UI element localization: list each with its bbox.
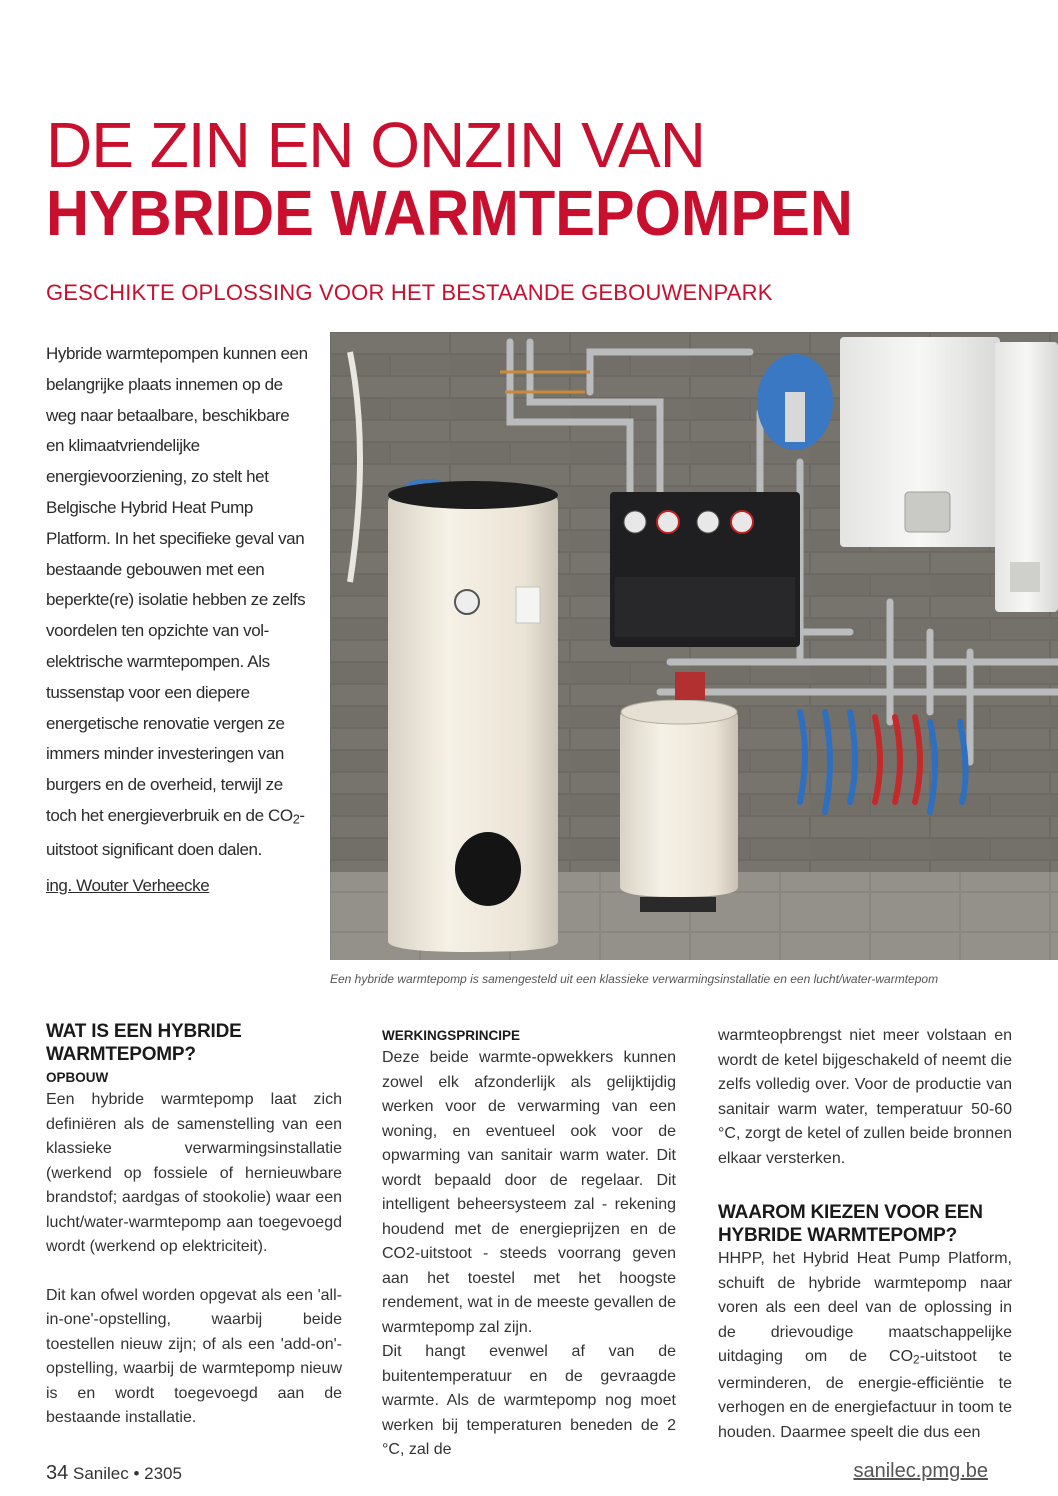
page-number: 34 [46, 1462, 69, 1484]
col3-paragraph-2-end: -uitstoot te verminderen, de energie-efficiëntie te verhogen en de energiefactuur in toom te houden. Daarmee speelt die dus een [718, 1348, 1012, 1441]
magazine-issue: Sanilec • 2305 [72, 1464, 182, 1483]
section-heading-what-is: WAT IS EEN HYBRIDE WARMTEPOMP? [46, 1021, 242, 1065]
column-3 [718, 1024, 1012, 1445]
intro-text-main: Hybride warmtepompen kunnen een belangrijke plaats innemen op de weg naar betaalbare, beschikbare en klimaatvriendelijke energievoorziening, zo stelt het Belgische Hybrid Heat Pump Platform. In het specifieke geval van bestaande gebouwen met een beperkte(re) isolatie hebben ze zelfs voordelen ten opzichte van vol-elektrische warmtepompen. Als tussenstap voor een diepere energetische renovatie vergen ze immers minder investeringen van burgers en de overheid, terwijl ze toch het energieverbruik en de CO [46, 344, 308, 825]
col3-co2-sub: 2 [913, 1352, 920, 1367]
subheading-werkingsprincipe: WERKINGSPRINCIPE [382, 1028, 521, 1043]
col1-paragraph-1: Een hybride warmtepomp laat zich definiëren als de samenstelling van een klassieke verwarmingsinstallatie (werkend op fossiele of hernieuwbare brandstof; aardgas of stookolie) waar een lucht/water-warmtepomp aan toegevoegd wordt (werkend op elektriciteit). [46, 1091, 342, 1255]
col3-paragraph-1: warmteopbrengst niet meer volstaan en wordt de ketel bijgeschakeld of neemt die zelfs volledig over. Voor de productie van sanitair warm water, temperatuur 50-60 °C, zorgt de ketel of zullen beide bronnen elkaar versterken. [718, 1027, 1012, 1167]
col3-paragraph-2-start: HHPP, het Hybrid Heat Pump Platform, schuift de hybride warmtepomp naar voren als een deel van de oplossing in de drievoudige maatschappelijke uitdaging om de CO [718, 1250, 1012, 1365]
intro-text-end: -uitstoot significant doen dalen. [46, 805, 305, 860]
website-link[interactable]: sanilec.pmg.be [853, 1460, 988, 1482]
column-2 [382, 1024, 676, 1463]
photo-caption: Een hybride warmtepomp is samengesteld uit een klassieke verwarmingsinstallatie en een lucht/water-warmtepom [330, 972, 939, 986]
subheading-opbouw: OPBOUW [46, 1070, 109, 1085]
subtitle: GESCHIKTE OPLOSSING VOOR HET BESTAANDE GEBOUWENPARK [46, 280, 773, 305]
title-line-2: HYBRIDE WARMTEPOMPEN [46, 177, 853, 249]
intro-text [46, 339, 311, 866]
column-1 [46, 1020, 342, 1431]
col1-paragraph-2: Dit kan ofwel worden opgevat als een 'all-in-one'-opstelling, waarbij beide toestellen nieuw zijn; of als een 'add-on'-opstelling, waarbij de warmtepomp nieuw is en wordt toegevoegd aan de bestaande installatie. [46, 1286, 342, 1426]
boiler-room-photo [330, 332, 1058, 960]
col2-paragraph-1: Deze beide warmte-opwekkers kunnen zowel elk afzonderlijk als gelijktijdig werken voor de verwarming van een woning, en eventueel ook voor de opwarming van sanitair warm water. Dit wordt bepaald door de regelaar. Dit intelligent beheersysteem zal - rekening houdend met de energieprijzen en de CO2-uitstoot - steeds voorrang geven aan het toestel met het hoogste rendement, wat in de meeste gevallen de warmtepomp zal zijn. [382, 1049, 676, 1336]
intro-co2-sub: 2 [292, 811, 300, 827]
title-line-1: DE ZIN EN ONZIN VAN [46, 109, 705, 181]
footer-left [46, 1462, 182, 1485]
col3-paragraph-2 [718, 1247, 1012, 1445]
author-link[interactable]: ing. Wouter Verheecke [46, 876, 210, 895]
section-heading-why: WAAROM KIEZEN VOOR EEN HYBRIDE WARMTEPOMP? [718, 1202, 983, 1246]
col2-paragraph-2: Dit hangt evenwel af van de buitentemperatuur en de gevraagde warmte. Als de warmtepomp nog moet werken bij temperaturen beneden de 2 °C, zal de [382, 1343, 676, 1458]
